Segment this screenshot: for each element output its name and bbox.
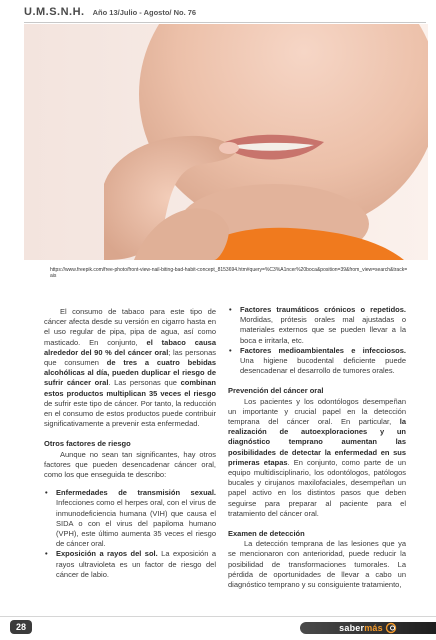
footer-divider — [0, 616, 436, 617]
section-paragraph: Aunque no sean tan significantes, hay otros factores que pueden desencadenar cáncer oral, como los que enseguida te describo: — [44, 449, 216, 480]
issue-info: Año 13/Julio - Agosto/ No. 76 — [92, 8, 197, 17]
intro-text-2: ; las personas que consumen — [44, 347, 216, 368]
bullet-icon: • — [229, 305, 232, 314]
risk-factor-list — [44, 488, 216, 580]
page-header — [24, 6, 426, 22]
prevention-bold: la realización de autoexploraciones y un diagnóstico temprano aumentan las posibilidades de detectar la enfermedad en sus primeras etapas — [228, 417, 406, 467]
list-item-title: Enfermedades de transmisión sexual. — [56, 488, 216, 498]
list-item-text: Una higiene bucodental deficiente puede desencadenar el desarrollo de tumores orales. — [240, 356, 406, 376]
section-title-prevencion: Prevención del cáncer oral — [228, 386, 324, 396]
list-item-text: Infecciones como el herpes oral, con el virus de inmunodeficiencia humana (VIH) que causa el SIDA o con el virus del papiloma humano (VPH), este último aumenta 35 veces el riesgo de cáncer oral. — [56, 498, 216, 549]
intro-text-4: de sufrir este tipo de cáncer. Por tanto, la reducción en el consumo de estos productos puede contribuir significativamente a prevenir esta enfermedad. — [44, 398, 216, 429]
section-title-examen: Examen de detección — [228, 529, 305, 539]
left-column — [44, 307, 216, 580]
page-number: 28 — [10, 620, 32, 634]
intro-bold-3: combinan estos productos multiplican 35 veces el riesgo — [44, 378, 216, 398]
list-item-title: Exposición a rayos del sol. — [56, 549, 158, 559]
list-item — [228, 305, 406, 346]
risk-factor-list-continued — [228, 305, 406, 376]
intro-bold-1: el tabaco causa alrededor del 90 % del cáncer oral — [44, 337, 216, 357]
bullet-icon: • — [45, 549, 48, 559]
intro-bold-2: de tres a cuatro bebidas alcohólicas al día, pueden duplicar el riesgo de sufrir cáncer oral — [44, 358, 216, 388]
exam-paragraph: La detección temprana de las lesiones que ya se mencionaron con anterioridad, puede reducir la posibilidad de transformaciones tumorales. La pérdida de oportunidades de llevar a cabo un diagnóstico temprano y su consiguiente tratamiento, — [228, 539, 406, 590]
logo-main-text: saber — [339, 623, 365, 633]
intro-text-1: El consumo de tabaco para este tipo de cáncer afecta desde su versión en cigarro hasta en el uso regular de pipa, pipa de agua, así como masticado. En conjunto, — [44, 307, 216, 347]
intro-paragraph — [44, 307, 216, 429]
list-item-title: Factores medioambientales e infecciosos. — [240, 345, 406, 355]
prevention-text-2: . En conjunto, como parte de un equipo multidisciplinario, los odontólogos, patólogos bucales y cirujanos maxilofaciales, desempeñan un papel activo en los distintos pasos que deben seguirse para preparar al paciente para el tratamiento del cáncer oral. — [228, 457, 406, 518]
list-item — [228, 346, 406, 377]
logo-swirl-icon — [385, 622, 397, 634]
right-column — [228, 305, 406, 590]
prevention-text-1: Los pacientes y los odontólogos desempeñan un importante y crucial papel en la detección temprana del cáncer oral. En particular, — [228, 396, 406, 427]
list-item-title: Factores traumáticos crónicos o repetidos. — [240, 305, 406, 314]
logo-accent-text: más — [364, 623, 383, 633]
list-item-text: Mordidas, prótesis orales mal ajustadas o materiales externos que se pueden llevar a la boca e irritarla, etc. — [240, 315, 406, 345]
journal-name: U.M.S.N.H. — [24, 6, 85, 18]
photo-credit: https://www.freepik.com/free-photo/front-view-nail-biting-bad-habit-concept_8153694.htm#query=%C3%A1ncer%20boca&position=39&from_view=search&track=ais — [50, 267, 408, 280]
saber-mas-logo — [300, 621, 436, 635]
header-divider — [24, 22, 426, 23]
bullet-icon: • — [45, 488, 48, 498]
article-photo — [24, 24, 428, 260]
intro-text-3: . Las personas que — [108, 378, 181, 388]
section-title-otros-factores: Otros factores de riesgo — [44, 439, 131, 449]
prevention-paragraph — [228, 397, 406, 519]
list-item — [44, 488, 216, 549]
bullet-icon: • — [229, 345, 232, 355]
list-item — [44, 549, 216, 580]
list-item-text: La exposición a rayos ultravioleta es un factor de riesgo del cáncer de labio. — [56, 549, 216, 579]
